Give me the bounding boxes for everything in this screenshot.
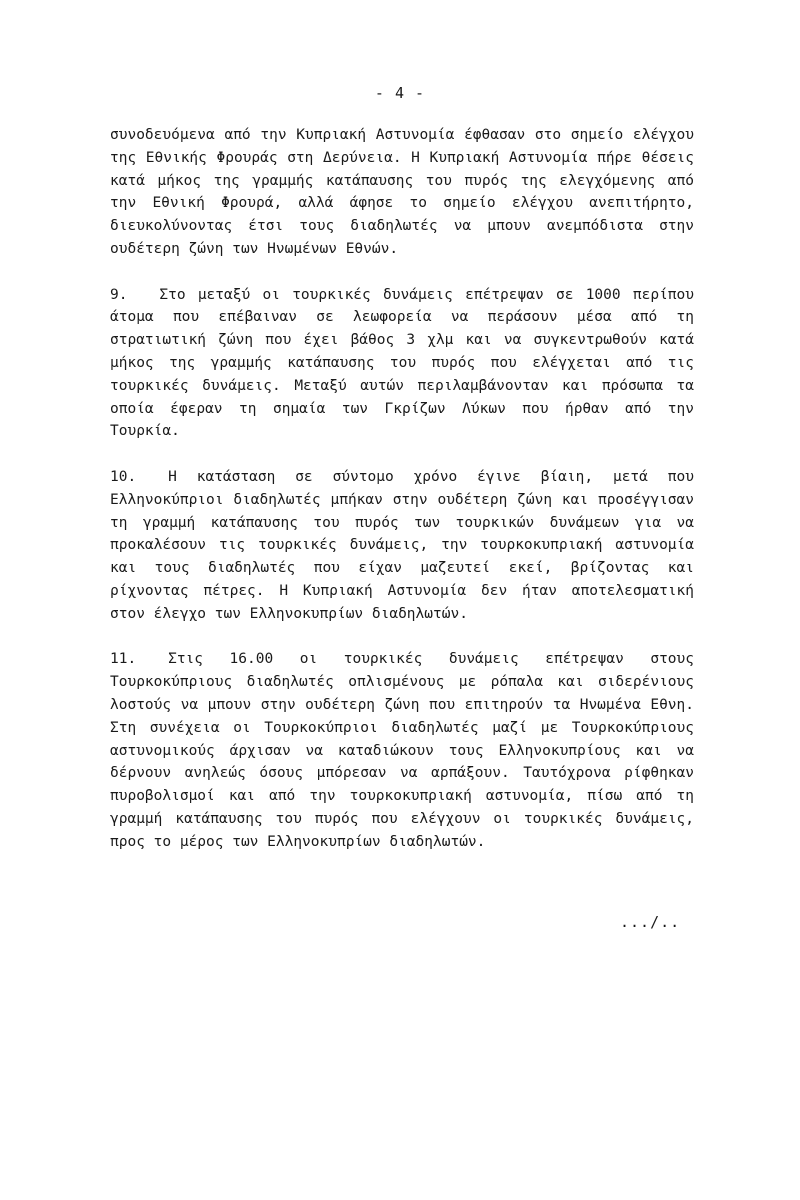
paragraph-10: [110, 466, 694, 626]
paragraph-text: Η κατάσταση σε σύντομο χρόνο έγινε βίαιη, μετά που Ελληνοκύπριοι διαδηλωτές μπήκαν στην ουδέτερη ζώνη και προσέγγισαν τη γραμμή κατάπαυσης του πυρός των τουρκικών δυνάμεων για να προκαλέσουν τις τουρκικές δυνάμεις, την τουρκοκυπριακή αστυνομία και τους διαδηλωτές που είχαν μαζευτεί εκεί, βρίζοντας και ρίχνοντας πέτρες. Η Κυπριακή Αστυνομία δεν ήταν αποτελεσματική στον έλεγχο των Ελληνοκυπρίων διαδηλωτών.: [110, 468, 694, 622]
page-number: - 4 -: [374, 84, 426, 102]
paragraph-continued: [110, 124, 694, 261]
paragraph-number: 11.: [110, 651, 137, 668]
paragraph-number: 9.: [110, 286, 128, 303]
paragraph-text: συνοδευόμενα από την Κυπριακή Αστυνομία έφθασαν στο σημείο ελέγχου της Εθνικής Φρουράς στη Δερύνεια. Η Κυπριακή Αστυνομία πήρε θέσεις κατά μήκος της γραμμής κατάπαυσης του πυρός της ελεγχόμενης από την Εθνική Φρουρά, αλλά άφησε το σημείο ελέγχου ανεπιτήρητο, διευκολύνοντας έτσι τους διαδηλωτές να μπουν ανεμπόδιστα στην ουδέτερη ζώνη των Ηνωμένων Εθνών.: [110, 127, 694, 257]
document-body: [110, 124, 694, 876]
paragraph-9: [110, 284, 694, 444]
continuation-mark: .../..: [620, 913, 681, 931]
paragraph-number: 10.: [110, 468, 137, 485]
paragraph-11: [110, 648, 694, 853]
paragraph-text: Στις 16.00 οι τουρκικές δυνάμεις επέτρεψαν στους Τουρκοκύπριους διαδηλωτές οπλισμένους με ρόπαλα και σιδερένιους λοστούς να μπουν στην ουδέτερη ζώνη που επιτηρούν τα Ηνωμένα Εθνη. Στη συνέχεια οι Τουρκοκύπριοι διαδηλωτές μαζί με Τουρκοκύπριους αστυνομικούς άρχισαν να καταδιώκουν τους Ελληνοκυπρίους και να δέρνουν ανηλεώς όσους μπόρεσαν να αρπάξουν. Ταυτόχρονα ρίφθηκαν πυροβολισμοί και από την τουρκοκυπριακή αστυνομία, πίσω από τη γραμμή κατάπαυσης του πυρός που ελέγχουν οι τουρκικές δυνάμεις, προς το μέρος των Ελληνοκυπρίων διαδηλωτών.: [110, 651, 694, 850]
paragraph-text: Στο μεταξύ οι τουρκικές δυνάμεις επέτρεψαν σε 1000 περίπου άτομα που επέβαιναν σε λεωφορεία να περάσουν μέσα από τη στρατιωτική ζώνη που έχει βάθος 3 χλμ και να συγκεντρωθούν κατά μήκος της γραμμής κατάπαυσης του πυρός που ελέγχεται από τις τουρκικές δυνάμεις. Μεταξύ αυτών περιλαμβάνονταν και πρόσωπα τα οποία έφεραν τη σημαία των Γκρίζων Λύκων που ήρθαν από την Τουρκία.: [110, 286, 694, 440]
